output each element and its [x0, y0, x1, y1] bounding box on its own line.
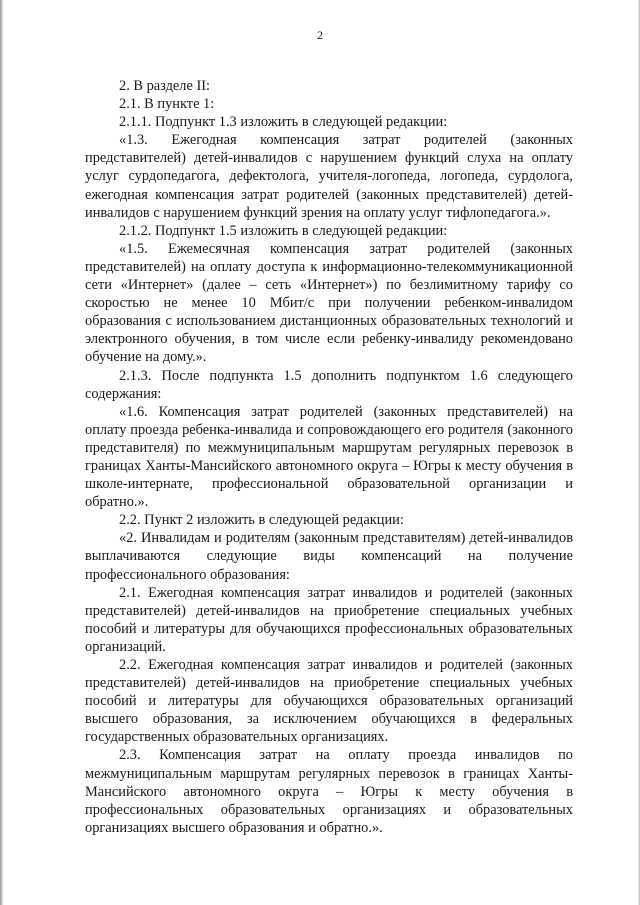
paragraph-quote-2-2: 2.2. Ежегодная компенсация затрат инвалидов и родителей (законных представителей) детей-инвалидов на приобретение специальных учебных пособий и литературы для обучающихся образовательных организаций высшего образования, за исключением обучающихся в федеральных государственных образовательных организациях. [85, 657, 573, 746]
paragraph-quote-1-5: «1.5. Ежемесячная компенсация затрат родителей (законных представителей) на оплату доступа к информационно-телекоммуникационной сети «Интернет» (далее – сеть «Интернет») по безлимитному тарифу со скоростью не менее 10 Мбит/с при получении ребенком-инвалидом образования с использованием дистанционных образовательных технологий и электронного обучения, в том числе если ребенку-инвалиду рекомендовано обучение на дому.». [85, 240, 573, 366]
paragraph-2-1-1: 2.1.1. Подпункт 1.3 изложить в следующей редакции: [119, 114, 448, 131]
paragraph-quote-1-6: «1.6. Компенсация затрат родителей (законных представителей) на оплату проезда ребенка-инвалида и сопровождающего его родителя (законного представителя) по межмуниципальным маршрутам регулярных перевозок в границах Ханты-Мансийского автономного округа – Югры к месту обучения в школе-интернате, профессиональной образовательной организации и обратно.». [85, 403, 573, 511]
page-number: 2 [317, 28, 323, 42]
paragraph-quote-2-3: 2.3. Компенсация затрат на оплату проезда инвалидов по межмуниципальным маршрутам регулярных перевозок в границах Ханты-Мансийского автономного округа – Югры к месту обучения в профессиональных образовательных организациях и образовательных организациях высшего образования и обратно.». [85, 747, 573, 836]
paragraph-2-1-2: 2.1.2. Подпункт 1.5 изложить в следующей редакции: [119, 222, 448, 239]
paragraph-2-1-3: 2.1.3. После подпункта 1.5 дополнить подпунктом 1.6 следующего содержания: [85, 367, 573, 402]
document-body [85, 77, 573, 837]
paragraph-quote-2-1: 2.1. Ежегодная компенсация затрат инвалидов и родителей (законных представителей) детей-инвалидов на приобретение специальных учебных пособий и литературы для обучающихся профессиональных образовательных организаций. [85, 584, 573, 655]
paragraph-2-2: 2.2. Пункт 2 изложить в следующей редакции: [119, 512, 404, 529]
paragraph-section-2: 2. В разделе II: [119, 78, 211, 94]
paragraph-2-1: 2.1. В пункте 1: [119, 96, 215, 113]
paragraph-quote-1-3: «1.3. Ежегодная компенсация затрат родителей (законных представителей) детей-инвалидов с нарушением функций слуха на оплату услуг сурдопедагога, дефектолога, учителя-логопеда, логопеда, сурдолога, ежегодная компенсация затрат родителей (законных представителей) детей-инвалидов с нарушением функций зрения на оплату услуг тифлопедагога.». [85, 132, 573, 221]
paragraph-quote-2: «2. Инвалидам и родителям (законным представителям) детей-инвалидов выплачиваются следующие виды компенсаций на получение профессионального образования: [85, 530, 573, 583]
scan-edge-left [0, 0, 3, 905]
